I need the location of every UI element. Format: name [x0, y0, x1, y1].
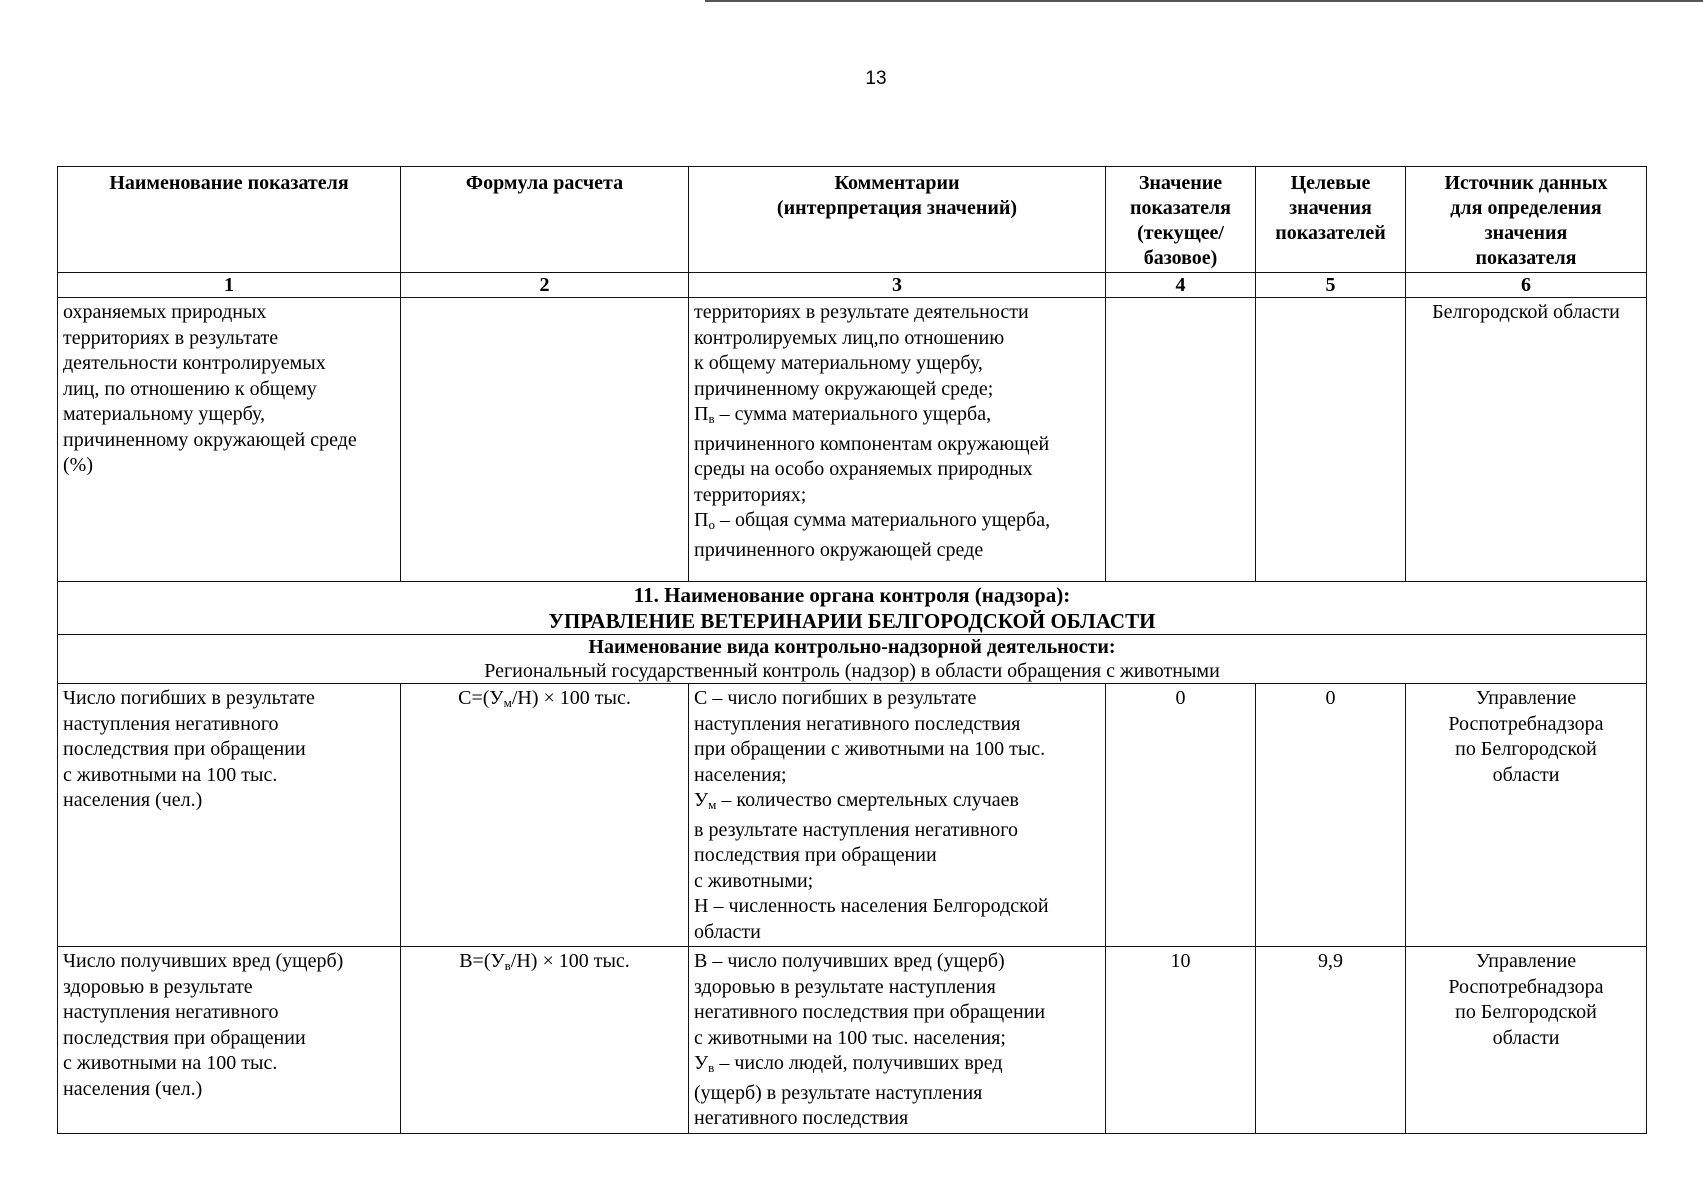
indicator-name-cell: Число получивших вред (ущерб) здоровью в результате наступления негативного последствия при обращении с животными на 100 тыс. населения (чел.) [58, 947, 401, 1134]
section-title: 11. Наименование органа контроля (надзора): [633, 583, 1071, 607]
header-formula: Формула расчета [401, 167, 689, 273]
comment-cell: В – число получивших вред (ущерб) здоровью в результате наступления негативного последствия при обращении с животными на 100 тыс. населения; $У_в$ – число людей, получивших вред (ущерб) в результате наступления негативного последствия [689, 947, 1106, 1134]
activity-kind-value: Региональный государственный контроль (надзор) в области обращения с животными [484, 660, 1220, 682]
section-heading [58, 582, 1647, 635]
source-cell: Управление Роспотребнадзора по Белгородской области [1406, 684, 1647, 947]
activity-kind-row [58, 635, 1647, 684]
table-header-row [58, 167, 1647, 273]
header-comments: Комментарии (интерпретация значений) [689, 167, 1106, 273]
top-scan-rule [705, 0, 1703, 2]
header-indicator-name: Наименование показателя [58, 167, 401, 273]
formula-cell: $С=(У_м/Н) \times 100$ тыс. [401, 684, 689, 947]
formula-cell: $В=(У_в/Н) \times 100$ тыс. [401, 947, 689, 1134]
section-authority: УПРАВЛЕНИЕ ВЕТЕРИНАРИИ БЕЛГОРОДСКОЙ ОБЛАСТИ [548, 609, 1156, 633]
source-cell: Управление Роспотребнадзора по Белгородской области [1406, 947, 1647, 1134]
target-cell: 9,9 [1256, 947, 1406, 1134]
header-value: Значение показателя (текущее/ базовое) [1106, 167, 1256, 273]
column-number: 1 [58, 273, 401, 298]
table-row-continued [58, 298, 1647, 582]
column-numbers-row [58, 273, 1647, 298]
target-cell [1256, 298, 1406, 582]
column-number: 2 [401, 273, 689, 298]
value-cell: 10 [1106, 947, 1256, 1134]
target-cell: 0 [1256, 684, 1406, 947]
activity-kind-title: Наименование вида контрольно-надзорной деятельности: [588, 636, 1116, 658]
formula-cell [401, 298, 689, 582]
header-target: Целевые значения показателей [1256, 167, 1406, 273]
comment-cell: территориях в результате деятельности контролируемых лиц,по отношению к общему материальному ущербу, причиненному окружающей среде; $П_в$ – сумма материального ущерба, причиненного компонентам окружающей среды на особо охраняемых природных территориях; $П_о$ – общая сумма материального ущерба, причиненного окружающей среде [689, 298, 1106, 582]
indicator-name-cell: охраняемых природных территориях в результате деятельности контролируемых лиц, по отношению к общему материальному ущербу, причиненному окружающей среде (%) [58, 298, 401, 582]
indicator-name-cell: Число погибших в результате наступления негативного последствия при обращении с животными на 100 тыс. населения (чел.) [58, 684, 401, 947]
section-heading-row [58, 582, 1647, 635]
column-number: 3 [689, 273, 1106, 298]
comment-cell: С – число погибших в результате наступления негативного последствия при обращении с животными на 100 тыс. населения; $У_м$ – количество смертельных случаев в результате наступления негативного последствия при обращении с животными; Н – численность населения Белгородской области [689, 684, 1106, 947]
activity-kind [58, 635, 1647, 684]
table-row [58, 947, 1647, 1134]
value-cell [1106, 298, 1256, 582]
header-source: Источник данных для определения значения показателя [1406, 167, 1647, 273]
value-cell: 0 [1106, 684, 1256, 947]
indicators-table [57, 166, 1647, 1134]
source-cell: Белгородской области [1406, 298, 1647, 582]
column-number: 4 [1106, 273, 1256, 298]
table-row [58, 684, 1647, 947]
column-number: 5 [1256, 273, 1406, 298]
column-number: 6 [1406, 273, 1647, 298]
page-number: 13 [865, 68, 887, 89]
